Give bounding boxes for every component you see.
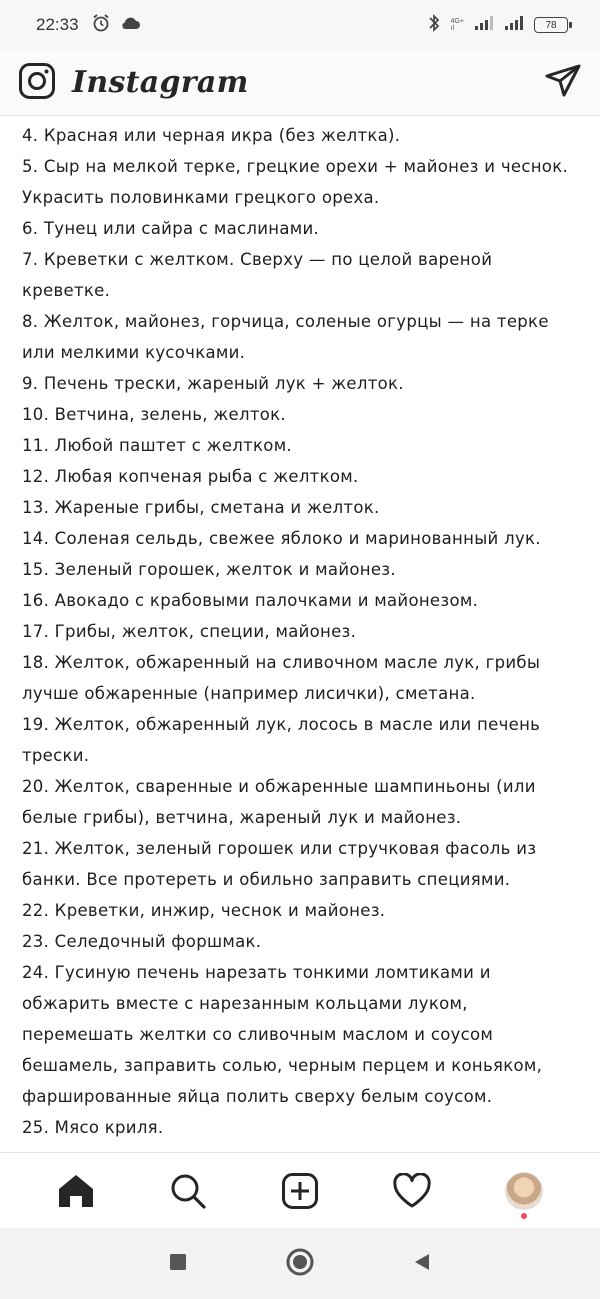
profile-avatar xyxy=(505,1172,543,1210)
caption-line: фаршированные яйца полить сверху белым соусом. xyxy=(22,1087,493,1106)
network-label-bottom: ıl xyxy=(450,25,455,32)
search-icon xyxy=(168,1171,208,1211)
caption-line: 7. Креветки с желтком. Сверху — по целой вареной xyxy=(22,250,493,269)
recent-apps-icon[interactable] xyxy=(167,1251,189,1277)
signal-icon xyxy=(474,15,494,35)
home-button-icon[interactable] xyxy=(285,1247,315,1281)
notification-dot xyxy=(521,1213,527,1219)
caption-line: 9. Печень трески, жареный лук + желток. xyxy=(22,374,404,393)
caption-line: 4. Красная или черная икра (без желтка). xyxy=(22,126,401,145)
caption-line: 12. Любая копченая рыба с желтком. xyxy=(22,467,359,486)
camera-icon[interactable] xyxy=(18,62,56,104)
caption-line: 10. Ветчина, зелень, желток. xyxy=(22,405,286,424)
system-nav-bar xyxy=(0,1228,600,1299)
post-caption xyxy=(0,120,600,1150)
caption-line: перемешать желтки со сливочным маслом и соусом xyxy=(22,1025,494,1044)
back-icon[interactable] xyxy=(411,1251,433,1277)
caption-line: 20. Желток, сваренные и обжаренные шампиньоны (или xyxy=(22,777,536,796)
caption-line: 14. Соленая сельдь, свежее яблоко и маринованный лук. xyxy=(22,529,541,548)
network-label-top: 4G+ xyxy=(450,18,464,25)
signal-icon xyxy=(504,15,524,35)
caption-line: 13. Жареные грибы, сметана и желток. xyxy=(22,498,380,517)
caption-line: обжарить вместе с нарезанным кольцами луком, xyxy=(22,994,468,1013)
caption-line: 15. Зеленый горошек, желток и майонез. xyxy=(22,560,396,579)
cloud-icon xyxy=(119,15,141,35)
caption-line: Украсить половинками грецкого ореха. xyxy=(22,188,380,207)
status-time: 22:33 xyxy=(36,15,79,34)
alarm-icon xyxy=(91,13,111,37)
caption-line: 16. Авокадо с крабовыми палочками и майонезом. xyxy=(22,591,479,610)
battery-icon xyxy=(534,17,568,33)
caption-line: 19. Желток, обжаренный лук, лосось в масле или печень xyxy=(22,715,541,734)
home-icon xyxy=(56,1172,96,1210)
caption-line: 23. Селедочный форшмак. xyxy=(22,932,262,951)
bottom-nav xyxy=(0,1152,600,1228)
status-right-icons xyxy=(427,13,568,37)
nav-profile[interactable] xyxy=(494,1161,554,1221)
nav-activity[interactable] xyxy=(382,1161,442,1221)
status-left-icons xyxy=(91,13,141,37)
app-logo: Instagram xyxy=(72,65,249,100)
caption-line: 5. Сыр на мелкой терке, грецкие орехи + майонез и чеснок. xyxy=(22,157,569,176)
caption-line: 22. Креветки, инжир, чеснок и майонез. xyxy=(22,901,386,920)
status-bar xyxy=(0,0,600,50)
caption-line: 11. Любой паштет с желтком. xyxy=(22,436,292,455)
caption-line: 8. Желток, майонез, горчица, соленые огурцы — на терке xyxy=(22,312,549,331)
activity-icon xyxy=(392,1173,432,1209)
caption-line: 18. Желток, обжаренный на сливочном масле лук, грибы xyxy=(22,653,541,672)
caption-line: лучше обжаренные (например лисички), сметана. xyxy=(22,684,476,703)
caption-line: банки. Все протереть и обильно заправить специями. xyxy=(22,870,511,889)
nav-new-post[interactable] xyxy=(270,1161,330,1221)
caption-line: креветке. xyxy=(22,281,111,300)
caption-line: бешамель, заправить солью, черным перцем и коньяком, xyxy=(22,1056,543,1075)
network-type xyxy=(451,18,464,32)
caption-line: 24. Гусиную печень нарезать тонкими ломтиками и xyxy=(22,963,491,982)
new-post-icon xyxy=(281,1172,319,1210)
caption-line: трески. xyxy=(22,746,90,765)
caption-line: 6. Тунец или сайра с маслинами. xyxy=(22,219,320,238)
battery-level: 78 xyxy=(545,19,557,31)
caption-line: или мелкими кусочками. xyxy=(22,343,246,362)
nav-search[interactable] xyxy=(158,1161,218,1221)
caption-line: 21. Желток, зеленый горошек или стручковая фасоль из xyxy=(22,839,537,858)
direct-message-icon[interactable] xyxy=(544,63,582,103)
caption-line: 17. Грибы, желток, специи, майонез. xyxy=(22,622,357,641)
caption-line: 25. Мясо криля. xyxy=(22,1118,164,1137)
app-header xyxy=(0,50,600,116)
caption-line: белые грибы), ветчина, жареный лук и майонез. xyxy=(22,808,462,827)
bluetooth-icon xyxy=(427,13,441,37)
nav-home[interactable] xyxy=(46,1161,106,1221)
